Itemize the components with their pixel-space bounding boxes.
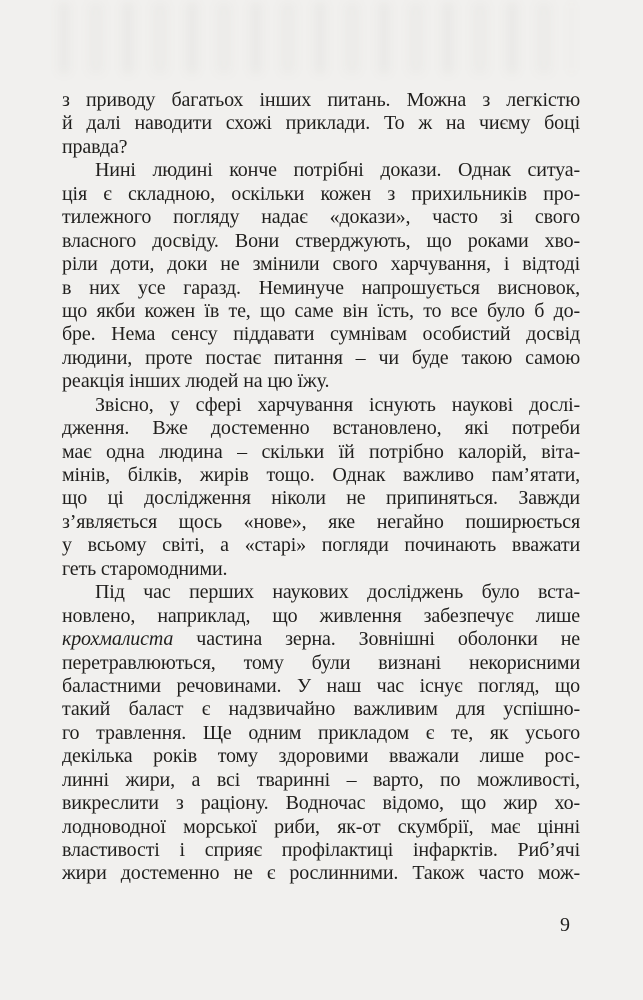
text-line: перетравлюються, тому були визнані некорисними bbox=[62, 651, 580, 674]
text-line: викреслити з раціону. Водночас відомо, що жир хо- bbox=[62, 792, 580, 815]
paragraph bbox=[62, 89, 580, 159]
text-line: з’являється щось «нове», яке негайно поширюється bbox=[62, 510, 580, 533]
text-line: тилежного погляду надає «докази», часто зі свого bbox=[62, 206, 580, 229]
text-line: що ці дослідження ніколи не припиняться. Завжди bbox=[62, 487, 580, 510]
text-line: жири достеменно не є рослинними. Також часто мож- bbox=[62, 862, 580, 885]
text-line: людини, проте постає питання – чи буде такою самою bbox=[62, 346, 580, 369]
text-line: реакція інших людей на цю їжу. bbox=[62, 370, 330, 393]
text-line: що якби кожен їв те, що саме він їсть, то все було б до- bbox=[62, 299, 580, 322]
text-segment: частина зерна. Зовнішні оболонки не bbox=[173, 628, 580, 651]
emphasized-word: крохмалиста bbox=[62, 628, 174, 651]
text-line: го травлення. Ще одним прикладом є те, як усього bbox=[62, 721, 580, 744]
page-number: 9 bbox=[560, 914, 570, 936]
text-line bbox=[62, 628, 580, 651]
text-line: має одна людина – скільки їй потрібно калорій, віта- bbox=[62, 440, 580, 463]
text-line: в них усе гаразд. Неминуче напрошується висновок, bbox=[62, 276, 580, 299]
text-line: новлено, наприклад, що живлення забезпечує лише bbox=[62, 604, 580, 627]
text-line: линні жири, а всі тваринні – варто, по можливості, bbox=[62, 768, 580, 791]
text-line: й далі наводити схожі приклади. То ж на чиєму боці bbox=[62, 112, 580, 135]
text-line: ція є складною, оскільки кожен з прихильників про- bbox=[62, 182, 580, 205]
text-line: власного досвіду. Вони стверджують, що роками хво- bbox=[62, 229, 580, 252]
text-line: мінів, білків, жирів тощо. Однак важливо пам’ятати, bbox=[62, 464, 580, 486]
text-line: такий баласт є надзвичайно важливим для успішно- bbox=[62, 698, 580, 721]
text-line: дження. Вже достеменно встановлено, які потреби bbox=[62, 417, 580, 440]
page-text bbox=[62, 89, 580, 886]
text-line: баластними речовинами. У наш час існує погляд, що bbox=[62, 674, 580, 697]
text-line: Звісно, у сфері харчування існують наукові дослі- bbox=[95, 393, 580, 416]
paragraph bbox=[62, 581, 580, 886]
text-line: у всьому світі, а «старі» погляди починають вважати bbox=[62, 534, 580, 557]
text-line: властивості і сприяє профілактиці інфарктів. Риб’ячі bbox=[62, 839, 580, 861]
paragraph bbox=[62, 394, 580, 582]
text-line: бре. Нема сенсу піддавати сумнівам особистий досвід bbox=[62, 323, 580, 346]
text-line: з приводу багатьох інших питань. Можна з легкістю bbox=[62, 89, 580, 111]
paragraph bbox=[62, 159, 580, 393]
text-line: Під час перших наукових досліджень було вста- bbox=[95, 581, 580, 604]
text-line: правда? bbox=[62, 135, 128, 158]
reverse-side-showthrough-artifact bbox=[58, 2, 573, 74]
text-line: ріли доти, доки не змінили свого харчування, і відтоді bbox=[62, 253, 580, 276]
text-line: геть старомодними. bbox=[62, 557, 228, 580]
text-line: декілька років тому здоровими вважали лише рос- bbox=[62, 745, 580, 768]
text-line: Нині людині конче потрібні докази. Однак ситуа- bbox=[95, 159, 580, 182]
text-line: лодноводної морської риби, як-от скумбрії, має цінні bbox=[62, 815, 580, 838]
